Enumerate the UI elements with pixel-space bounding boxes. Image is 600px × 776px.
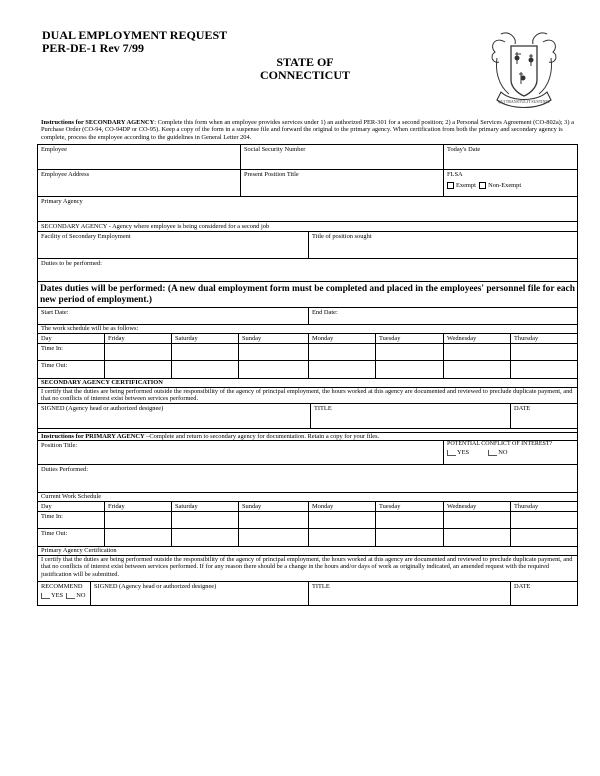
state-seal-icon	[485, 28, 563, 112]
day-header: Day	[41, 335, 52, 342]
work-schedule-label: The work schedule will be as follows:	[41, 325, 139, 332]
secondary-cert-heading: SECONDARY AGENCY CERTIFICATION	[41, 379, 163, 386]
day-thursday: Thursday	[514, 503, 539, 510]
facility-field[interactable]: Facility of Secondary Employment	[41, 233, 131, 240]
employee-address-field[interactable]: Employee Address	[41, 171, 90, 178]
day-saturday: Saturday	[175, 335, 198, 342]
conflict-options[interactable]: YES NO	[447, 449, 507, 456]
time-out-label: Time Out:	[41, 530, 68, 537]
day-monday: Monday	[312, 503, 334, 510]
day-monday: Monday	[312, 335, 334, 342]
secondary-cert-text: I certify that the duties are being performed outside the responsibility of the agency of principal employment, the hours worked at this agency are documented and reviewed to preclude duplicate payment, and that no conflicts of interest exist between services performed.	[41, 388, 573, 403]
recommend-label: RECOMMEND	[41, 583, 83, 590]
secondary-agency-note: SECONDARY AGENCY - Agency where employee is being considered for a second job	[41, 223, 270, 230]
secondary-title-field[interactable]: TITLE	[314, 405, 332, 412]
todays-date-field[interactable]: Today's Date	[447, 146, 481, 153]
day-wednesday: Wednesday	[447, 335, 477, 342]
ssn-field[interactable]: Social Security Number	[244, 146, 306, 153]
time-in-label: Time In:	[41, 513, 63, 520]
seal-motto: QUI TRANSTULIT SUSTINET	[497, 99, 551, 104]
form-number: PER-DE-1 Rev 7/99	[42, 41, 144, 55]
conflict-no-checkbox[interactable]	[488, 450, 497, 456]
form-title: DUAL EMPLOYMENT REQUEST	[42, 28, 228, 42]
state-name: CONNECTICUT	[259, 68, 350, 82]
recommend-options[interactable]: YES NO	[41, 592, 86, 599]
day-header: Day	[41, 503, 52, 510]
primary-cert-heading: Primary Agency Certification	[41, 547, 117, 554]
flsa-label: FLSA	[447, 171, 463, 178]
primary-agency-field[interactable]: Primary Agency	[41, 198, 83, 205]
dates-notice: Dates duties will be performed: (A new dual employment form must be completed and placed in the employees' personnel file for each new period of employment.)	[40, 284, 575, 305]
conflict-yes-checkbox[interactable]	[447, 450, 456, 456]
day-tuesday: Tuesday	[379, 503, 401, 510]
primary-signed-field[interactable]: SIGNED (Agency head or authorized designee)	[94, 583, 217, 590]
time-in-label: Time In:	[41, 345, 63, 352]
primary-cert-text: I certify that the duties are being performed outside the responsibility of the agency of principal employment, the hours worked at this agency are documented and reviewed to preclude duplicate payment, and that no conflicts of interest exist between services performed. If for any reason there should be a change in the hours and/or days of work as originally indicated, an amended request with the required justification will be submitted.	[41, 556, 573, 578]
state-label: STATE OF	[276, 55, 334, 69]
day-wednesday: Wednesday	[447, 503, 477, 510]
secondary-signed-field[interactable]: SIGNED (Agency head or authorized designee)	[41, 405, 164, 412]
secondary-instructions: Instructions for SECONDARY AGENCY: Complete this form when an employee provides services under 1) an authorized PER-301 for a second position; 2) a Personal Services Agreement (CO-802a); 3) a Purchase Order (CO-94, CO-94DP or CO-95). Keep a copy of the form in a suspense file and forward the original to the primary agency. When certification from both the primary and secondary agency is complete, process the employee according to the guidelines in General Letter 204.	[41, 119, 574, 141]
primary-title-field[interactable]: TITLE	[312, 583, 330, 590]
day-thursday: Thursday	[514, 335, 539, 342]
flsa-options[interactable]: Exempt Non-Exempt	[447, 182, 521, 189]
recommend-yes-checkbox[interactable]	[41, 593, 50, 599]
employee-field[interactable]: Employee	[41, 146, 67, 153]
day-friday: Friday	[108, 335, 125, 342]
start-date-field[interactable]: Start Date:	[41, 309, 69, 316]
present-position-title-field[interactable]: Present Position Title	[244, 171, 299, 178]
exempt-checkbox[interactable]	[447, 182, 454, 189]
day-saturday: Saturday	[175, 503, 198, 510]
primary-position-title-field[interactable]: Position Title:	[41, 442, 78, 449]
end-date-field[interactable]: End Date:	[312, 309, 338, 316]
day-tuesday: Tuesday	[379, 335, 401, 342]
recommend-no-checkbox[interactable]	[66, 593, 75, 599]
non-exempt-checkbox[interactable]	[479, 182, 486, 189]
conflict-label: POTENTIAL CONFLICT OF INTEREST?	[447, 441, 553, 447]
duties-performed-field[interactable]: Duties Performed:	[41, 466, 89, 473]
primary-instructions: Instructions for PRIMARY AGENCY –Complete and return to secondary agency for documentation. Retain a copy for your files.	[41, 433, 380, 440]
day-friday: Friday	[108, 503, 125, 510]
position-sought-field[interactable]: Title of position sought	[312, 233, 372, 240]
time-out-label: Time Out:	[41, 362, 68, 369]
day-sunday: Sunday	[242, 503, 262, 510]
current-schedule-label: Current Work Schedule	[41, 493, 102, 500]
secondary-date-field[interactable]: DATE	[514, 405, 531, 412]
duties-to-perform-field[interactable]: Duties to be performed:	[41, 260, 102, 267]
day-sunday: Sunday	[242, 335, 262, 342]
primary-date-field[interactable]: DATE	[514, 583, 531, 590]
